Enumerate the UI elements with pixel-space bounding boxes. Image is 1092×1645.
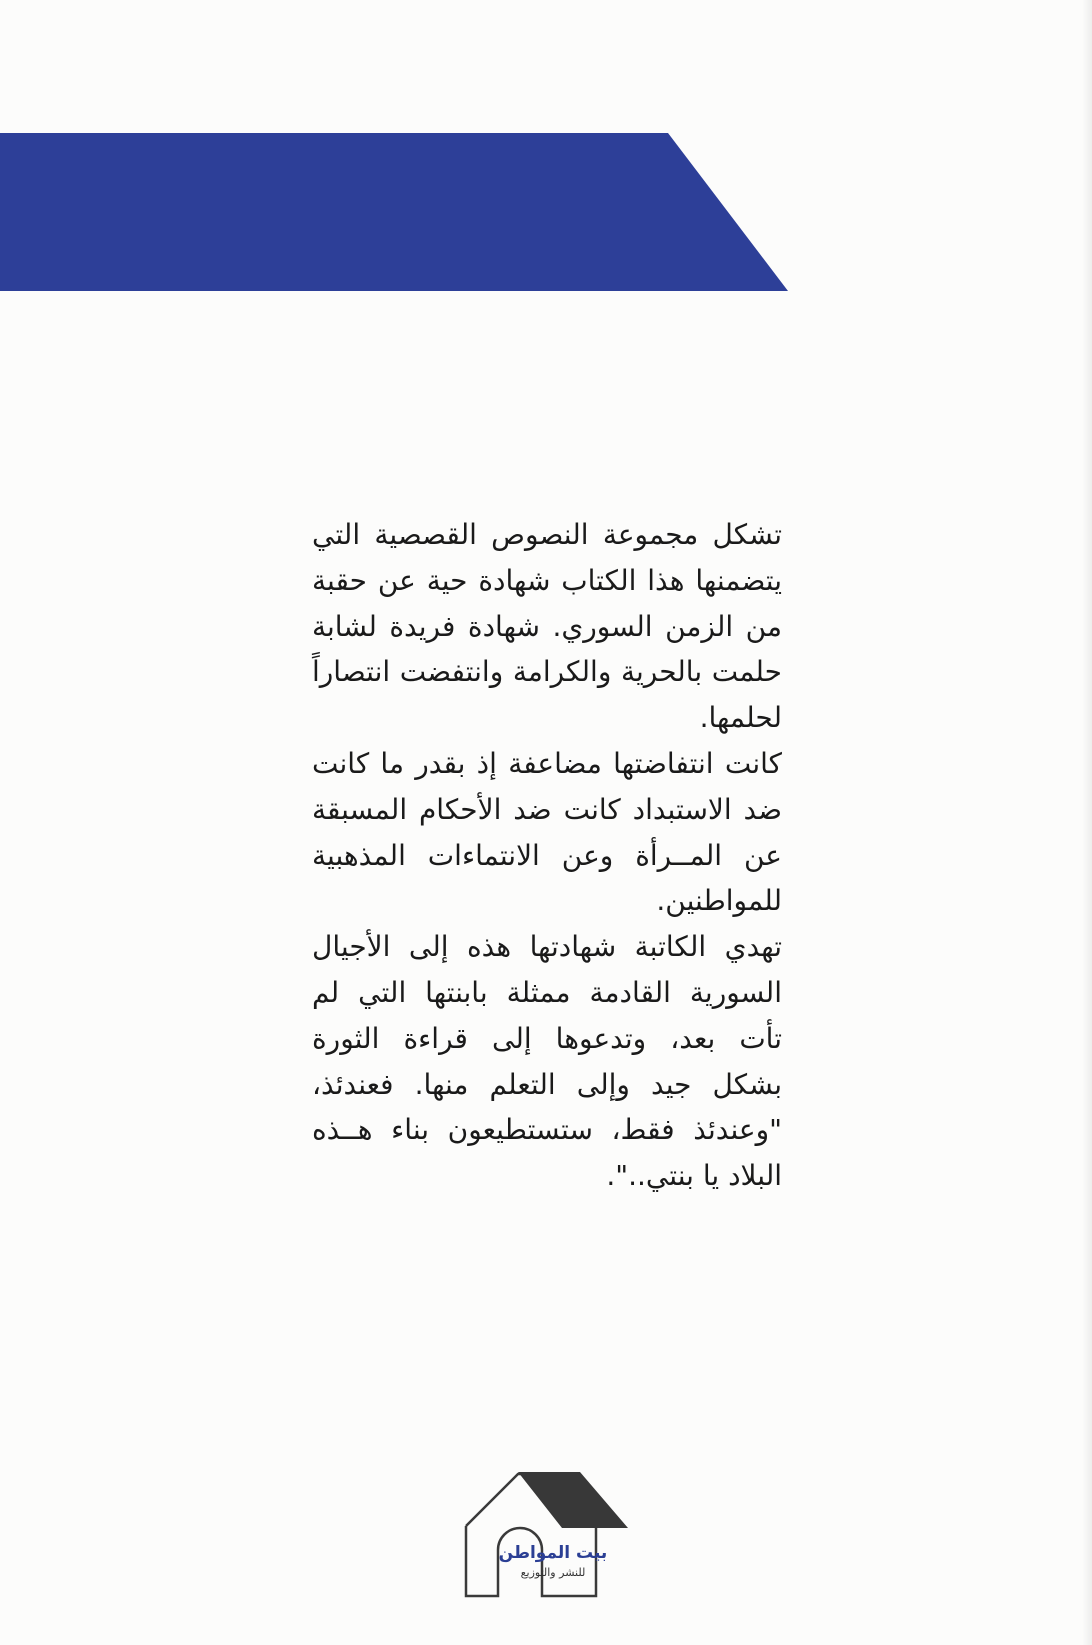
blurb-paragraph-2: كانت انتفاضتها مضاعفة إذ بقدر ما كانت ضد الاستبداد كانت ضد الأحكام المسبقة عن المــرأة وعن الانتماءات المذهبية للمواطنين.	[312, 746, 782, 918]
blurb-text	[312, 512, 782, 1199]
blurb-paragraph-1: تشكل مجموعة النصوص القصصية التي يتضمنها هذا الكتاب شهادة حية عن حقبة من الزمن السوري. شهادة فريدة لشابة حلمت بالحرية والكرامة وانتفضت انتصاراً لحلمها.	[312, 518, 782, 735]
publisher-name: بيت المواطن	[498, 1543, 608, 1563]
blue-banner	[0, 133, 788, 291]
roof-fill	[518, 1472, 628, 1528]
blue-banner-shape	[0, 133, 788, 291]
spine-shadow	[1082, 0, 1092, 1645]
blurb-paragraph-3: تهدي الكاتبة شهادتها هذه إلى الأجيال السورية القادمة ممثلة بابنتها التي لم تأت بعد، وتدعوها إلى قراءة الثورة بشكل جيد وإلى التعلم منها. فعندئذ، "وعندئذ فقط، ستستطيعون بناء هــذه البلاد يا بنتي..".	[312, 930, 782, 1193]
house-logo-icon	[462, 1468, 630, 1600]
publisher-tagline: للنشر والتوزيع	[520, 1566, 586, 1579]
